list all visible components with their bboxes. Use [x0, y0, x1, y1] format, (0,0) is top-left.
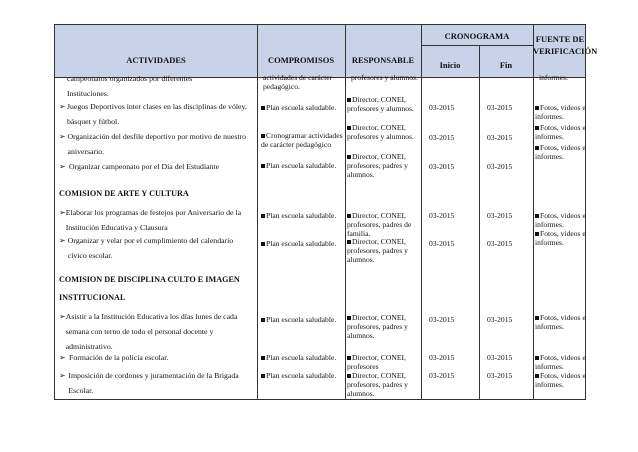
col-divider [533, 25, 534, 399]
fin-text: 03-2015 [487, 162, 513, 171]
bullet-icon [347, 98, 351, 102]
fin-text: 03-2015 [487, 239, 513, 248]
bullet-icon [535, 214, 539, 218]
list-item [59, 309, 253, 354]
bullet-icon [535, 374, 539, 378]
activity-text: Formación de la policía escolar. [69, 353, 169, 362]
responsable-text: Director, CONEI, profesores y alumnos. [347, 95, 414, 113]
bullet-icon [261, 134, 265, 138]
responsable-text: Director, CONEI, profesores, padres de familia. [347, 211, 412, 238]
header-cronograma: CRONOGRAMA [444, 31, 510, 41]
fuente-text: Fotos, videos e informes. [535, 143, 586, 161]
list-item [59, 350, 253, 365]
header-actividades: ACTIVIDADES [126, 55, 186, 65]
fuente-text: Fotos, videos e informes. [535, 229, 586, 247]
responsable-text: Director, CONEI, profesores, padres y alumnos. [347, 371, 408, 398]
compromiso-text: actividades de carácter pedagógico. [263, 73, 333, 91]
compromiso-text: Plan escuela saludable. [261, 211, 345, 220]
bullet-icon [347, 356, 351, 360]
checkmark-arrow-icon: ➢ [59, 312, 66, 321]
fuente-text: Fotos, videos e informes. [535, 211, 586, 229]
compromiso-text: Plan escuela saludable. [261, 239, 345, 248]
section-heading: COMISION DE ARTE Y CULTURA [59, 189, 189, 198]
col-divider [345, 25, 346, 399]
col-divider [479, 45, 480, 399]
activity-text: Organización del desfile deportivo por motivo de nuestro aniversario. [67, 132, 247, 156]
activities-table [54, 24, 598, 400]
checkmark-arrow-icon: ➢ [59, 162, 66, 171]
section-heading: COMISION DE DISCIPLINA CULTO E IMAGEN INSTITUCIONAL [59, 275, 240, 302]
bullet-icon [535, 146, 539, 150]
fin-text: 03-2015 [487, 133, 513, 142]
activity-text: Asistir a la Institución Educativa los días lunes de cada semana con terno de todo el personal docente y administrativo. [65, 312, 238, 351]
col-divider [421, 25, 422, 399]
fuente-text: Fotos, videos e informes. [535, 123, 586, 141]
header-compromisos: COMPROMISOS [267, 55, 335, 65]
bullet-icon [347, 316, 351, 320]
header-inicio: Inicio [439, 60, 461, 70]
checkmark-arrow-icon: ➢ [59, 236, 66, 245]
bullet-icon [261, 318, 265, 322]
bullet-icon [261, 214, 265, 218]
activity-text: Organizar campeonato por el Día del Estudiante [69, 162, 220, 171]
list-item [59, 99, 253, 129]
fuente-text: Fotos, videos e informes. [535, 103, 586, 121]
bullet-icon [347, 126, 351, 130]
bullet-icon [535, 106, 539, 110]
inicio-text: 03-2015 [429, 103, 455, 112]
activity-text: Elaborar los programas de festejos por Aniversario de la Institución Educativa y Clausura [65, 208, 242, 232]
list-item [59, 205, 253, 235]
fuente-text: Fotos, videos e informes. [535, 371, 586, 389]
responsable-text: Director, CONEI, profesores, padres y alumnos. [347, 237, 408, 264]
list-item [59, 233, 253, 263]
bullet-icon [535, 232, 539, 236]
fuente-text: Fotos, videos e informes. [535, 313, 586, 331]
bullet-icon [535, 126, 539, 130]
checkmark-arrow-icon: ➢ [59, 208, 66, 217]
compromiso-text: Plan escuela saludable. [261, 161, 345, 170]
compromiso-text: Cronogramar actividades de carácter pedagógico [261, 131, 343, 149]
bullet-icon [261, 356, 265, 360]
fin-text: 03-2015 [487, 103, 513, 112]
activity-text: Organizar y velar por el cumplimiento del calendario cívico escolar. [67, 236, 234, 260]
responsable-text: profesores y alumnos. [351, 73, 418, 82]
bullet-icon [347, 374, 351, 378]
fin-text: 03-2015 [487, 211, 513, 220]
bullet-icon [261, 106, 265, 110]
responsable-text: Director, CONEI, profesores y alumnos. [347, 123, 414, 141]
compromiso-text: Plan escuela saludable. [261, 371, 345, 380]
activity-text: campeonatos organizados por diferentes Instituciones. [67, 74, 193, 98]
inicio-text: 03-2015 [429, 133, 455, 142]
list-item [59, 159, 253, 174]
inicio-text: 03-2015 [429, 211, 455, 220]
fuente-text: Fotos, videos e informes. [535, 353, 586, 371]
compromiso-text: Plan escuela saludable. [261, 315, 347, 324]
bullet-icon [261, 242, 265, 246]
responsable-text: Director, CONEI, profesores, padres y alumnos. [347, 313, 408, 340]
list-item [59, 368, 253, 398]
bullet-icon [261, 164, 265, 168]
header-divider [421, 45, 533, 46]
list-item [59, 129, 253, 159]
fin-text: 03-2015 [487, 371, 513, 380]
fin-text: 03-2015 [487, 353, 513, 362]
bullet-icon [347, 155, 351, 159]
checkmark-arrow-icon: ➢ [59, 132, 66, 141]
header-fin: Fin [499, 60, 513, 70]
inicio-text: 03-2015 [429, 239, 455, 248]
checkmark-arrow-icon: ➢ [59, 371, 66, 380]
bullet-icon [347, 214, 351, 218]
checkmark-arrow-icon: ➢ [59, 102, 66, 111]
compromiso-text: Plan escuela saludable. [261, 353, 345, 362]
bullet-icon [535, 356, 539, 360]
compromiso-text: Plan escuela saludable. [261, 103, 345, 112]
inicio-text: 03-2015 [429, 315, 455, 324]
col-divider [257, 25, 258, 399]
header-fuente: FUENTE DE VERIFICACIÓN [533, 34, 598, 56]
inicio-text: 03-2015 [429, 353, 455, 362]
responsable-text: Director, CONEI, profesores [347, 353, 406, 371]
activity-text: Imposición de cordones y juramentación de la Brigada Escolar. [68, 371, 239, 395]
activity-text: Juegos Deportivos inter clases en las disciplinas de vóley, básquet y fútbol. [66, 102, 247, 126]
bullet-icon [261, 374, 265, 378]
checkmark-arrow-icon: ➢ [59, 353, 66, 362]
inicio-text: 03-2015 [429, 162, 455, 171]
bullet-icon [347, 240, 351, 244]
inicio-text: 03-2015 [429, 371, 455, 380]
fin-text: 03-2015 [487, 315, 513, 324]
fuente-text: informes. [539, 73, 568, 82]
header-responsable: RESPONSABLE [351, 55, 415, 65]
responsable-text: Director, CONEI, profesores, padres y alumnos. [347, 152, 408, 179]
bullet-icon [535, 316, 539, 320]
